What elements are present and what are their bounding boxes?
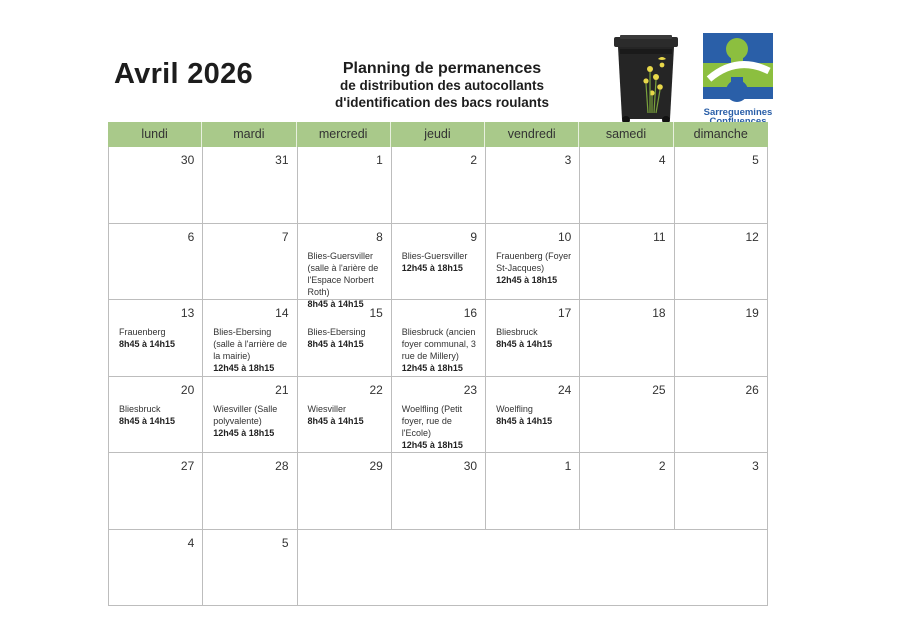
day-number: 18 xyxy=(652,306,666,320)
day-cell xyxy=(297,377,391,454)
day-cell xyxy=(391,300,485,377)
day-cell xyxy=(579,224,673,301)
day-cell xyxy=(674,224,768,301)
day-number: 26 xyxy=(745,382,759,397)
session-entry xyxy=(119,326,196,350)
day-cell xyxy=(297,300,391,377)
day-number: 4 xyxy=(187,535,195,550)
day-number: 16 xyxy=(463,306,478,320)
session-time: 8h45 à 14h15 xyxy=(307,415,364,426)
day-number: 31 xyxy=(275,153,289,167)
day-number: 20 xyxy=(180,382,195,397)
day-number: 27 xyxy=(180,459,195,473)
day-number: 8 xyxy=(376,229,383,244)
day-cell xyxy=(202,530,296,607)
day-cell xyxy=(297,453,391,530)
session-location: Bliesbruck xyxy=(119,403,161,414)
day-cell xyxy=(391,377,485,454)
day-number: 25 xyxy=(652,382,666,397)
day-number: 14 xyxy=(275,306,289,320)
day-number: 29 xyxy=(369,459,383,473)
empty-area xyxy=(297,530,768,607)
document-title xyxy=(318,60,566,111)
session-time: 12h45 à 18h15 xyxy=(401,439,463,450)
session-location: Blies-Guersviller xyxy=(401,250,468,261)
weekday-label: lundi xyxy=(108,122,202,147)
day-number: 17 xyxy=(557,306,572,320)
day-cell xyxy=(579,300,673,377)
session-location: Woelfling xyxy=(496,403,533,414)
day-number: 23 xyxy=(463,382,478,397)
day-number: 30 xyxy=(180,153,195,167)
day-cell xyxy=(485,147,579,224)
day-cell xyxy=(579,147,673,224)
day-cell xyxy=(391,224,485,301)
session-location: Wiesviller (Salle polyvalente) xyxy=(213,403,278,426)
day-cell xyxy=(485,453,579,530)
day-number: 4 xyxy=(658,153,666,167)
session-entry xyxy=(213,403,290,439)
day-cell xyxy=(579,377,673,454)
day-number: 10 xyxy=(557,229,572,244)
day-cell xyxy=(202,147,296,224)
day-cell xyxy=(202,224,296,301)
logo-name-line-1: Sarreguemines xyxy=(703,107,773,118)
calendar-week-row xyxy=(108,377,768,454)
calendar-week-row xyxy=(108,453,768,530)
day-number: 28 xyxy=(275,459,289,473)
day-cell xyxy=(674,453,768,530)
title-line-2: de distribution des autocollants xyxy=(339,78,545,93)
day-cell xyxy=(108,377,202,454)
day-number: 24 xyxy=(557,382,572,397)
session-time: 12h45 à 18h15 xyxy=(496,274,558,285)
calendar-week-row xyxy=(108,530,768,607)
session-time: 12h45 à 18h15 xyxy=(213,363,275,373)
session-time: 8h45 à 14h15 xyxy=(496,339,553,349)
day-number: 5 xyxy=(752,153,759,167)
day-cell xyxy=(202,377,296,454)
day-cell xyxy=(674,147,768,224)
day-number: 19 xyxy=(745,306,759,320)
wheelie-bin-illustration xyxy=(610,35,682,125)
day-number: 3 xyxy=(564,153,572,167)
day-number: 3 xyxy=(752,459,759,473)
day-number: 6 xyxy=(187,229,195,244)
day-number: 12 xyxy=(745,229,759,244)
day-cell xyxy=(202,453,296,530)
weekday-label: mercredi xyxy=(297,122,391,147)
day-cell xyxy=(108,224,202,301)
day-cell xyxy=(674,377,768,454)
session-entry xyxy=(496,250,573,286)
day-cell xyxy=(108,147,202,224)
session-location: Woelfling (Petit foyer, rue de l'Ecole) xyxy=(401,403,463,438)
day-cell xyxy=(202,300,296,377)
day-number: 21 xyxy=(275,382,289,397)
session-location: Blies-Ebersing xyxy=(307,327,366,337)
session-entry xyxy=(402,403,479,451)
day-cell xyxy=(297,224,391,309)
day-number: 2 xyxy=(470,153,478,167)
day-number: 2 xyxy=(658,459,666,473)
title-line-1: Planning de permanences xyxy=(342,60,542,77)
day-cell xyxy=(297,147,391,224)
day-cell xyxy=(391,147,485,224)
calendar-week-row xyxy=(108,300,768,377)
day-cell xyxy=(108,453,202,530)
weekday-label: mardi xyxy=(202,122,296,147)
weekday-label: vendredi xyxy=(485,122,579,147)
day-number: 9 xyxy=(470,229,478,244)
session-entry xyxy=(402,326,479,374)
day-number: 7 xyxy=(281,229,289,244)
session-location: Blies-Ebersing (salle à l'arrière de la mairie) xyxy=(213,327,288,361)
session-entry xyxy=(496,326,573,350)
session-entry xyxy=(213,326,290,374)
session-time: 12h45 à 18h15 xyxy=(401,262,463,273)
calendar xyxy=(108,122,768,606)
day-cell xyxy=(108,300,202,377)
month-title: Avril 2026 xyxy=(114,58,253,90)
day-number: 1 xyxy=(564,459,572,473)
day-number: 30 xyxy=(463,459,478,473)
session-time: 8h45 à 14h15 xyxy=(496,415,553,426)
calendar-week-row xyxy=(108,147,768,224)
session-time: 8h45 à 14h15 xyxy=(119,415,176,426)
day-number: 5 xyxy=(281,535,289,550)
weekday-label: samedi xyxy=(579,122,673,147)
day-cell xyxy=(485,377,579,454)
session-location: Frauenberg xyxy=(119,327,166,337)
weekday-header xyxy=(108,122,768,147)
session-location: Blies-Guersviller (salle à l'arière de l'Espace Norbert Roth) xyxy=(307,250,379,297)
session-entry xyxy=(402,250,479,274)
day-number: 13 xyxy=(180,306,195,320)
session-time: 12h45 à 18h15 xyxy=(213,427,275,438)
day-cell xyxy=(674,300,768,377)
session-time: 8h45 à 14h15 xyxy=(307,339,364,349)
day-cell xyxy=(485,300,579,377)
day-number: 1 xyxy=(376,153,383,167)
weekday-label: dimanche xyxy=(693,127,748,141)
title-line-3: d'identification des bacs roulants xyxy=(335,95,549,110)
session-entry xyxy=(308,326,385,350)
calendar-week-row xyxy=(108,224,768,309)
weekday-label: jeudi xyxy=(391,122,485,147)
session-time: 8h45 à 14h15 xyxy=(119,339,176,349)
day-cell xyxy=(108,530,202,607)
session-location: Bliesbruck (ancien foyer communal, 3 rue de Millery) xyxy=(401,327,476,361)
session-location: Bliesbruck xyxy=(496,327,538,337)
session-entry xyxy=(119,403,196,427)
calendar-grid xyxy=(108,147,768,606)
day-cell xyxy=(579,453,673,530)
session-time: 8h45 à 14h15 xyxy=(307,298,364,309)
session-location: Wiesviller xyxy=(307,403,347,414)
session-entry xyxy=(496,403,573,427)
session-entry xyxy=(308,403,385,427)
session-location: Frauenberg (Foyer St-Jacques) xyxy=(496,250,572,273)
session-time: 12h45 à 18h15 xyxy=(401,363,463,373)
day-number: 11 xyxy=(653,229,666,244)
day-number: 15 xyxy=(369,306,383,320)
day-number: 22 xyxy=(369,382,383,397)
day-cell xyxy=(485,224,579,301)
day-cell xyxy=(391,453,485,530)
